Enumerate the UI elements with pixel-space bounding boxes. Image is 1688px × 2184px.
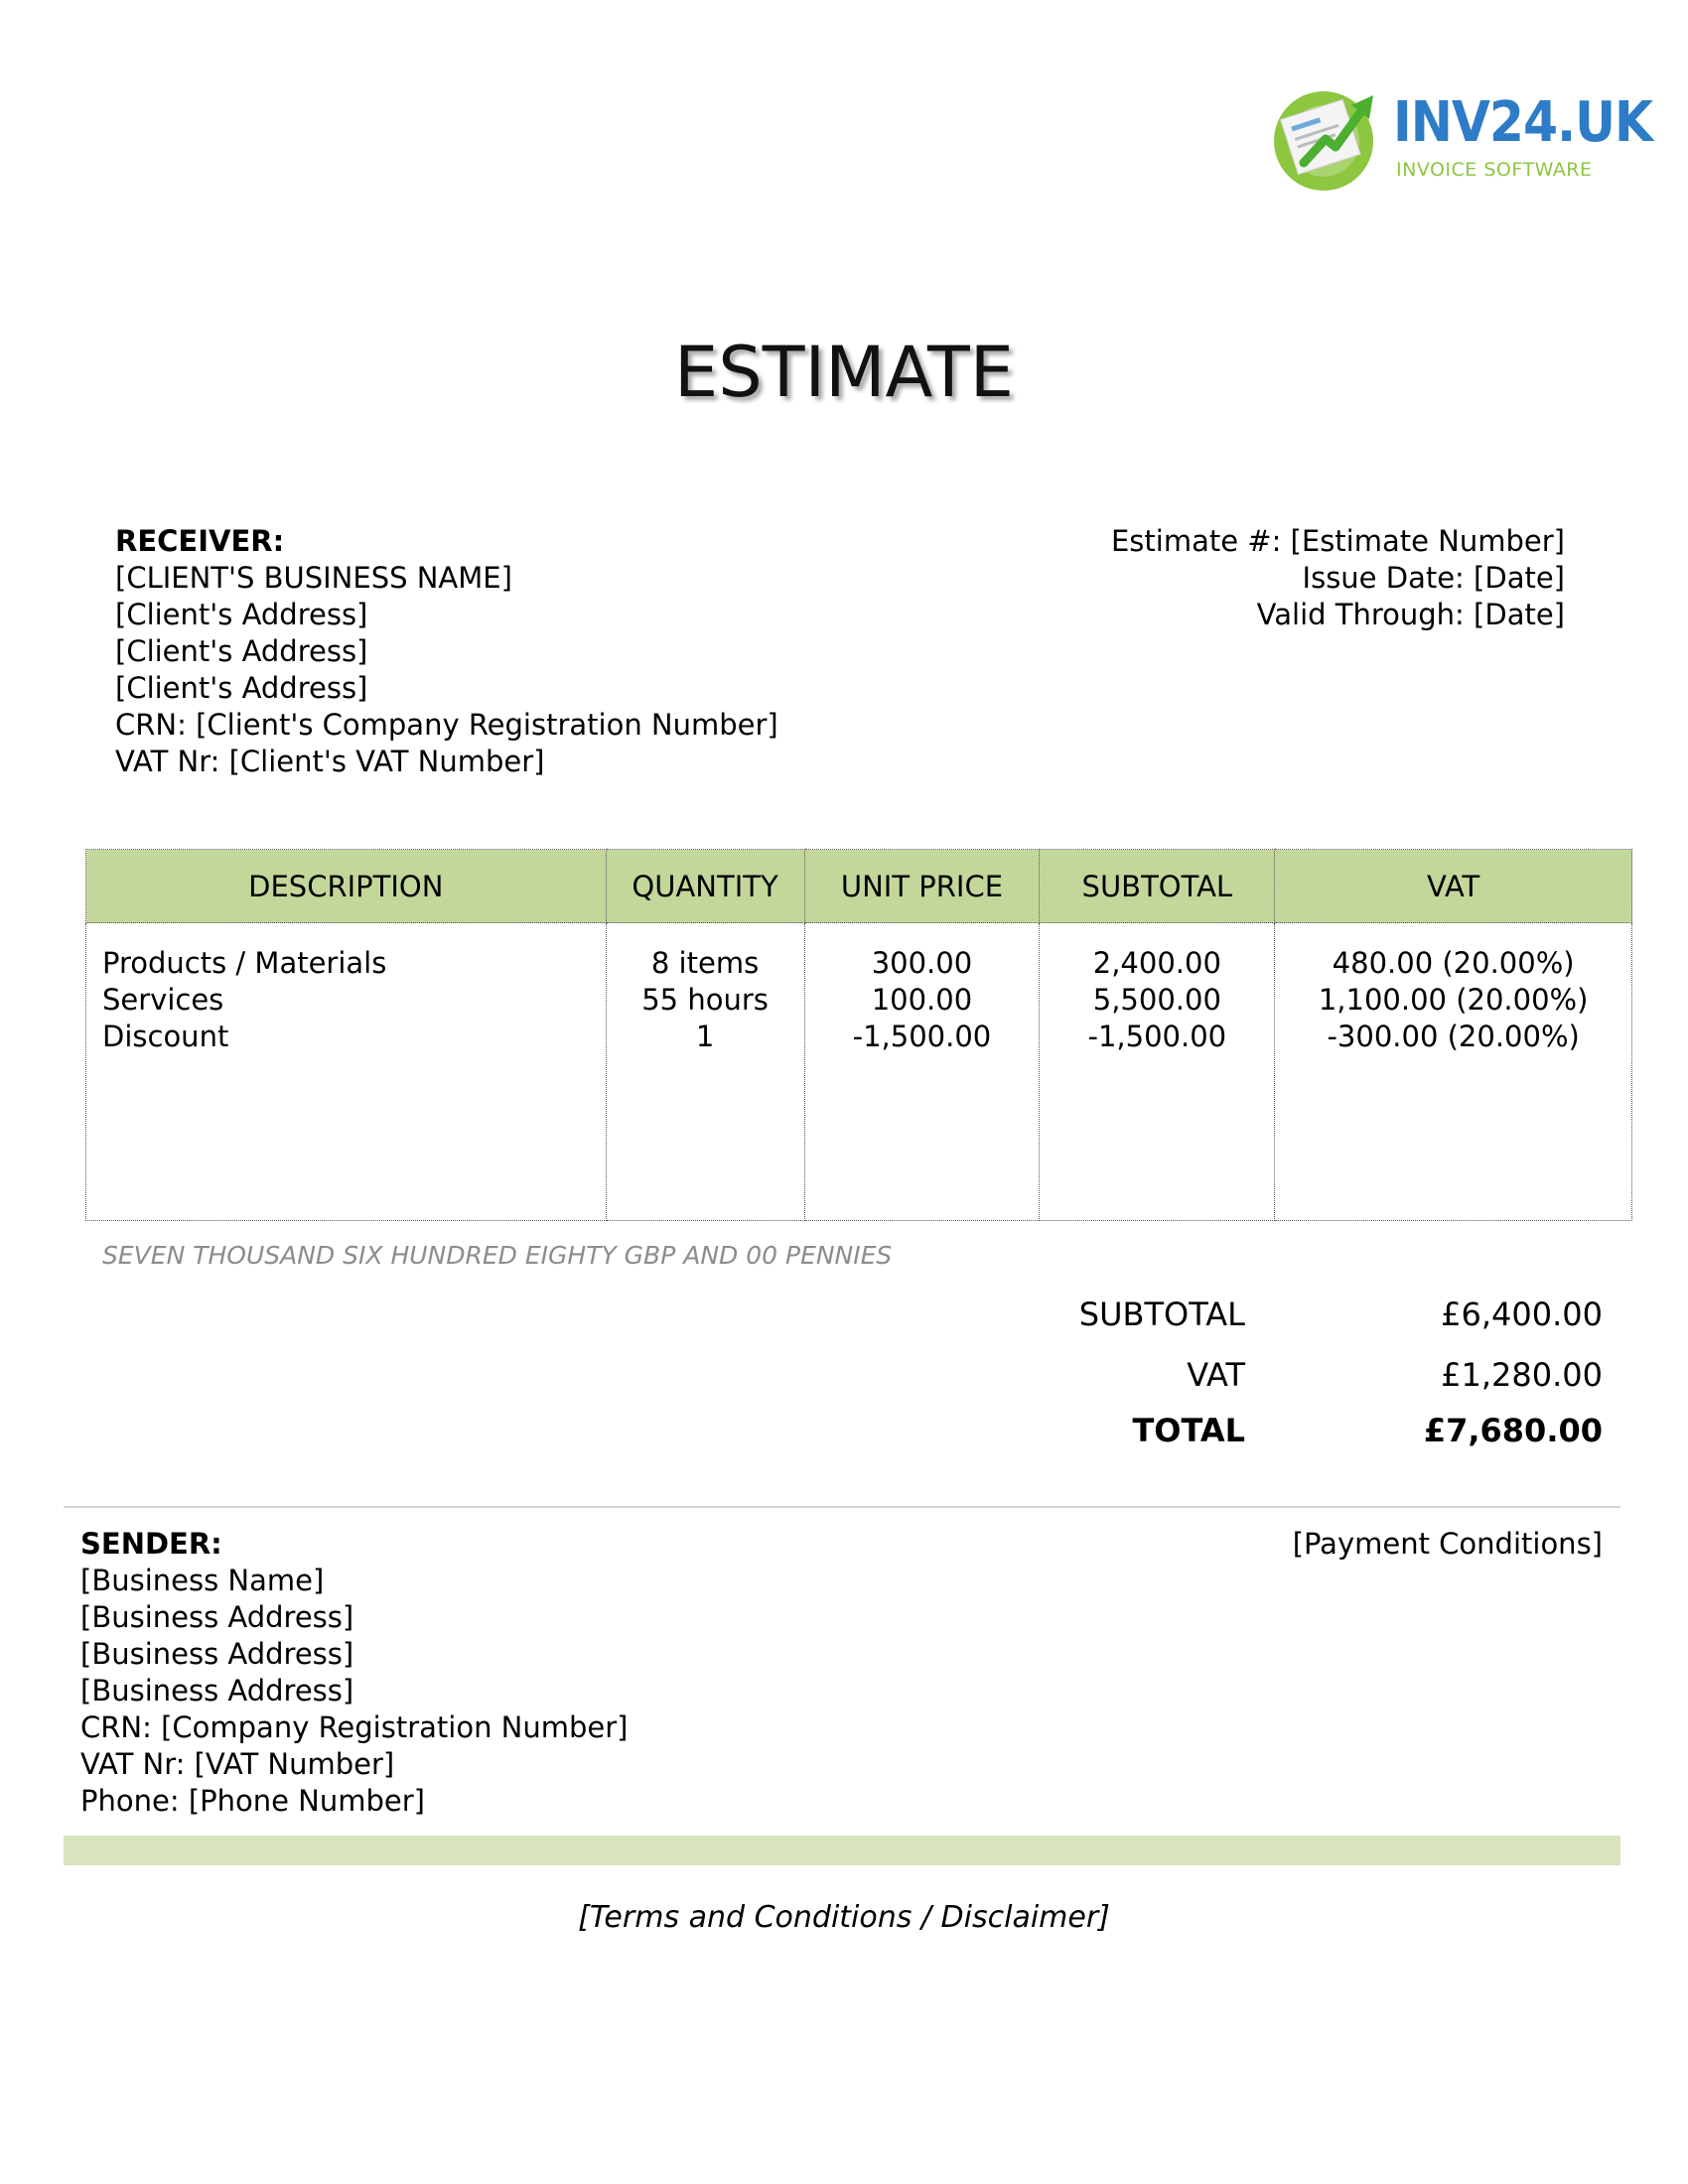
header-subtotal: SUBTOTAL <box>1040 850 1275 923</box>
table-cell: 1 <box>695 1020 715 1053</box>
section-divider <box>64 1506 1620 1508</box>
footer-bar <box>64 1836 1620 1865</box>
receiver-crn: CRN: [Client's Company Registration Number] <box>115 708 778 742</box>
table-cell: Products / Materials <box>102 946 387 980</box>
table-cell: -300.00 (20.00%) <box>1327 1020 1580 1053</box>
subtotal-label: SUBTOTAL <box>1078 1296 1245 1333</box>
valid-through: Valid Through: [Date] <box>1256 598 1565 631</box>
estimate-meta-block <box>1111 523 1565 633</box>
logo-brand: INV24.UK <box>1393 90 1653 155</box>
issue-date: Issue Date: [Date] <box>1302 561 1565 595</box>
estimate-number: Estimate #: [Estimate Number] <box>1110 524 1565 558</box>
receiver-address-line: [Client's Address] <box>115 671 368 705</box>
header-quantity: QUANTITY <box>606 850 804 923</box>
table-cell: 2,400.00 <box>1092 946 1221 980</box>
total-label: TOTAL <box>1132 1412 1245 1449</box>
sender-vat: VAT Nr: [VAT Number] <box>80 1747 395 1781</box>
table-cell: Discount <box>102 1020 229 1053</box>
terms-and-conditions: [Terms and Conditions / Disclaimer] <box>578 1900 1110 1935</box>
items-table <box>85 849 1632 1221</box>
receiver-vat: VAT Nr: [Client's VAT Number] <box>115 745 545 778</box>
sender-block <box>80 1526 628 1820</box>
table-cell: 480.00 (20.00%) <box>1332 946 1575 980</box>
table-cell: -1,500.00 <box>1087 1020 1227 1053</box>
sender-address-line: [Business Address] <box>80 1600 354 1634</box>
amount-in-words: SEVEN THOUSAND SIX HUNDRED EIGHTY GBP AND 00 PENNIES <box>102 1241 893 1270</box>
sender-heading: SENDER: <box>80 1527 222 1561</box>
subtotal-column <box>1040 923 1275 1221</box>
vat-column <box>1275 923 1632 1221</box>
sender-business-name: [Business Name] <box>80 1564 325 1597</box>
table-cell: 5,500.00 <box>1092 983 1221 1017</box>
table-cell: -1,500.00 <box>852 1020 992 1053</box>
header-unit-price: UNIT PRICE <box>804 850 1040 923</box>
unit-price-column <box>804 923 1040 1221</box>
table-body-row <box>86 923 1632 1221</box>
table-cell: 55 hours <box>641 983 769 1017</box>
description-column <box>86 923 607 1221</box>
sender-address-line: [Business Address] <box>80 1637 354 1671</box>
table-cell: Services <box>102 983 224 1017</box>
logo-tagline: INVOICE SOFTWARE <box>1396 159 1593 181</box>
payment-conditions: [Payment Conditions] <box>1292 1527 1603 1561</box>
sender-crn: CRN: [Company Registration Number] <box>80 1710 629 1744</box>
header-description: DESCRIPTION <box>86 850 607 923</box>
table-cell: 100.00 <box>871 983 973 1017</box>
header-vat: VAT <box>1275 850 1632 923</box>
vat-value: £1,280.00 <box>1441 1356 1603 1394</box>
table-cell: 300.00 <box>871 946 973 980</box>
document-title: ESTIMATE <box>674 332 1014 413</box>
total-value: £7,680.00 <box>1423 1412 1603 1449</box>
table-cell: 1,100.00 (20.00%) <box>1318 983 1589 1017</box>
table-cell: 8 items <box>650 946 760 980</box>
receiver-heading: RECEIVER: <box>115 524 285 558</box>
receiver-address-line: [Client's Address] <box>115 598 368 631</box>
receiver-block <box>115 523 778 780</box>
table-header-row <box>86 850 1632 923</box>
sender-address-line: [Business Address] <box>80 1674 354 1707</box>
receiver-business-name: [CLIENT'S BUSINESS NAME] <box>115 561 512 595</box>
receiver-address-line: [Client's Address] <box>115 634 368 668</box>
subtotal-value: £6,400.00 <box>1441 1296 1603 1333</box>
quantity-column <box>606 923 804 1221</box>
vat-label: VAT <box>1187 1356 1245 1394</box>
sender-phone: Phone: [Phone Number] <box>80 1784 425 1818</box>
